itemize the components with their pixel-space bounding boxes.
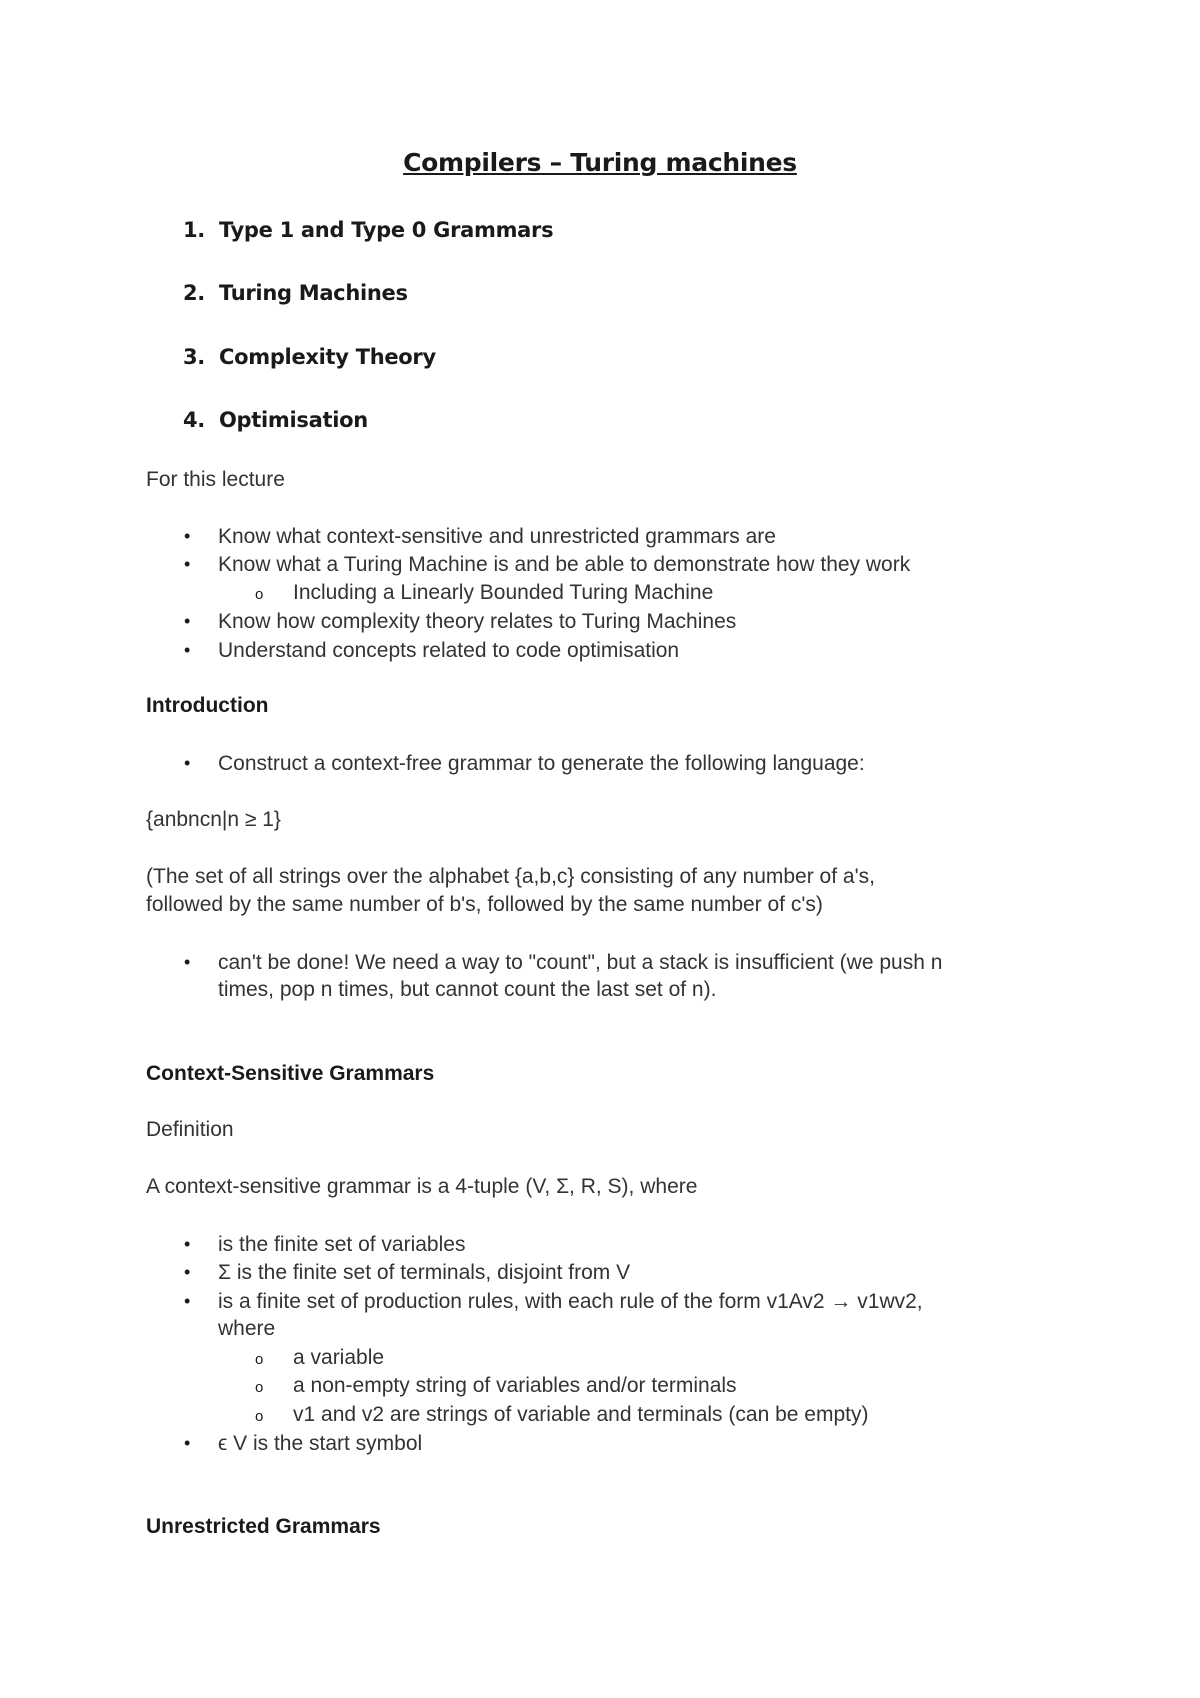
toc-number: 4. (183, 408, 205, 432)
list-item: • ϵ V is the start symbol (184, 1429, 422, 1458)
toc-number: 3. (183, 345, 205, 369)
bullet-icon: • (184, 753, 191, 773)
explanation-line: followed by the same number of b's, followed by the same number of c's) (146, 893, 823, 916)
explanation-line: (The set of all strings over the alphabet {a,b,c} consisting of any number of a's, (146, 865, 875, 888)
page-title: Compilers – Turing machines (403, 148, 797, 177)
toc-item (183, 218, 553, 242)
bullet-icon: • (184, 1234, 191, 1254)
lecture-intro: For this lecture (146, 468, 285, 491)
list-item: • can't be done! We need a way to "count", but a stack is insufficient (we push n (184, 948, 942, 977)
toc-item (183, 408, 368, 432)
definition-label: Definition (146, 1118, 234, 1141)
list-item-continuation: times, pop n times, but cannot count the last set of n). (218, 978, 717, 1001)
bullet-icon: • (184, 554, 191, 574)
bullet-icon: • (184, 952, 191, 972)
toc-label: Optimisation (219, 408, 368, 432)
list-item: • Know what a Turing Machine is and be able to demonstrate how they work (184, 550, 910, 579)
toc-item (183, 281, 408, 305)
list-item: • is a finite set of production rules, with each rule of the form v1Av2 → v1wv2, (184, 1287, 923, 1316)
toc-label: Type 1 and Type 0 Grammars (219, 218, 554, 242)
list-item: • Understand concepts related to code optimisation (184, 636, 679, 665)
sub-bullet-icon: o (255, 1379, 264, 1396)
sub-list-item: o a variable (255, 1344, 384, 1374)
list-item: • Σ is the finite set of terminals, disjoint from V (184, 1258, 630, 1287)
section-heading-csg: Context-Sensitive Grammars (146, 1062, 435, 1085)
list-item: • Know how complexity theory relates to Turing Machines (184, 607, 736, 636)
toc-number: 1. (183, 218, 205, 242)
list-item: • Construct a context-free grammar to generate the following language: (184, 749, 865, 778)
list-item: • is the finite set of variables (184, 1230, 465, 1259)
bullet-icon: • (184, 1291, 191, 1311)
toc-number: 2. (183, 281, 205, 305)
list-item-continuation: where (218, 1317, 276, 1340)
sub-list-item: o Including a Linearly Bounded Turing Machine (255, 579, 713, 609)
bullet-icon: • (184, 1433, 191, 1453)
sub-bullet-icon: o (255, 1351, 264, 1368)
sub-list-item: o a non-empty string of variables and/or terminals (255, 1372, 737, 1402)
definition-text: A context-sensitive grammar is a 4-tuple (V, Σ, R, S), where (146, 1175, 698, 1198)
sub-bullet-icon: o (255, 1408, 264, 1425)
section-heading-unrestricted: Unrestricted Grammars (146, 1515, 381, 1538)
sub-bullet-icon: o (255, 586, 264, 603)
bullet-icon: • (184, 640, 191, 660)
toc-item (183, 345, 436, 369)
list-item: • Know what context-sensitive and unrestricted grammars are (184, 522, 776, 551)
language-expression: {anbncn|n ≥ 1} (146, 808, 281, 831)
bullet-icon: • (184, 611, 191, 631)
toc-label: Turing Machines (219, 281, 408, 305)
bullet-icon: • (184, 526, 191, 546)
section-heading-introduction: Introduction (146, 694, 269, 717)
bullet-icon: • (184, 1262, 191, 1282)
toc-label: Complexity Theory (219, 345, 436, 369)
sub-list-item: o v1 and v2 are strings of variable and terminals (can be empty) (255, 1401, 868, 1431)
